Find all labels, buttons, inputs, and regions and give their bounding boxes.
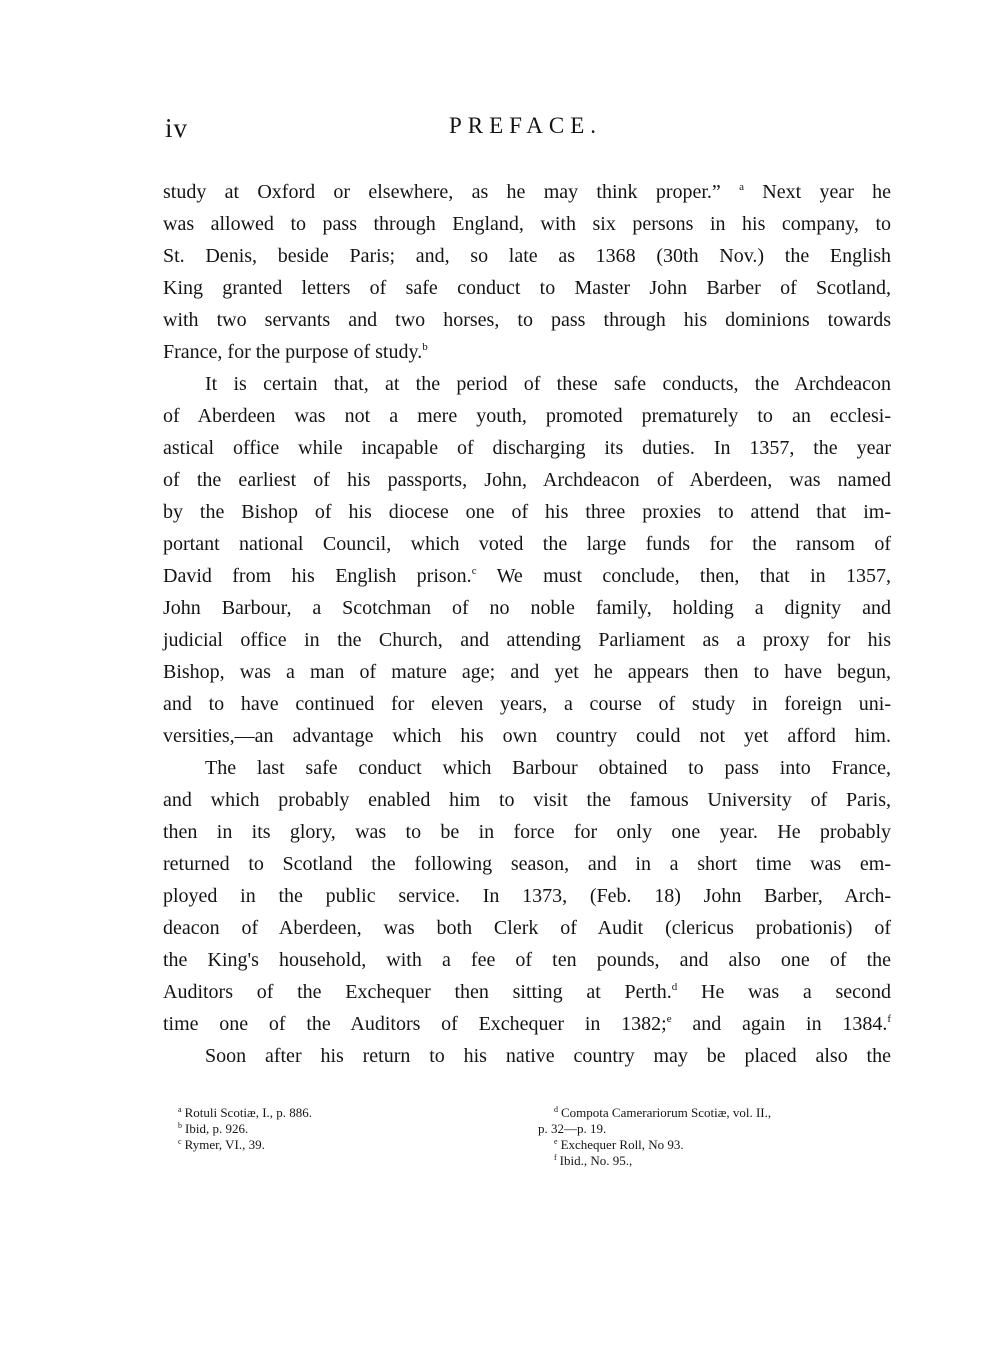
- footnote: $^c$ Rymer, VI., 39.: [178, 1137, 265, 1152]
- footnotes-right: [538, 1105, 898, 1169]
- text-line: The last safe conduct which Barbour obtained to pass into France,: [205, 757, 891, 779]
- text-line: returned to Scotland the following season, and in a short time was em-: [163, 853, 891, 875]
- text-line: study at Oxford or elsewhere, as he may think proper.” $^a$ Next year he: [163, 181, 892, 203]
- text-line: of the earliest of his passports, John, Archdeacon of Aberdeen, was named: [163, 469, 891, 491]
- text-line: of Aberdeen was not a mere youth, promoted prematurely to an ecclesi-: [163, 405, 891, 427]
- text-line: then in its glory, was to be in force for only one year. He probably: [163, 821, 891, 843]
- text-line: and to have continued for eleven years, a course of study in foreign uni-: [163, 693, 891, 715]
- text-line: David from his English prison.$^c$ We must conclude, then, that in 1357,: [163, 565, 892, 587]
- note-ref: f: [887, 1013, 891, 1025]
- text-line: Auditors of the Exchequer then sitting at Perth.$^d$ He was a second: [163, 981, 892, 1003]
- text-line: versities,—an advantage which his own country could not yet afford him.: [163, 725, 891, 747]
- text-line: astical office while incapable of discharging its duties. In 1357, the year: [163, 437, 891, 459]
- text-line: King granted letters of safe conduct to Master John Barber of Scotland,: [163, 277, 891, 299]
- footnote: $^a$ Rotuli Scotiæ, I., p. 886.: [178, 1105, 313, 1120]
- text-line: St. Denis, beside Paris; and, so late as 1368 (30th Nov.) the English: [163, 245, 891, 267]
- text-line: John Barbour, a Scotchman of no noble family, holding a dignity and: [163, 597, 891, 619]
- text-line: with two servants and two horses, to pass through his dominions towards: [163, 309, 891, 331]
- text-line: France, for the purpose of study.$^b$: [163, 341, 428, 363]
- text-line: ployed in the public service. In 1373, (Feb. 18) John Barber, Arch-: [163, 885, 891, 907]
- text-line: and which probably enabled him to visit the famous University of Paris,: [163, 789, 891, 811]
- running-head: PREFACE.: [449, 113, 603, 138]
- note-ref: e: [666, 1013, 672, 1025]
- body-text: [163, 176, 891, 1072]
- text-line: deacon of Aberdeen, was both Clerk of Audit (clericus probationis) of: [163, 917, 891, 939]
- footnotes-left: [178, 1105, 508, 1153]
- text-line: judicial office in the Church, and attending Parliament as a proxy for his: [163, 629, 891, 651]
- text-line: portant national Council, which voted the large funds for the ransom of: [163, 533, 891, 555]
- text-line: by the Bishop of his diocese one of his three proxies to attend that im-: [163, 501, 891, 523]
- footnote: $^b$ Ibid, p. 926.: [178, 1121, 249, 1136]
- text-line: time one of the Auditors of Exchequer in 1382;$^e$ and again in 1384.$^f$: [163, 1013, 891, 1035]
- text-line: Soon after his return to his native country may be placed also the: [205, 1045, 891, 1067]
- note-ref: d: [671, 981, 678, 993]
- text-line: Bishop, was a man of mature age; and yet he appears then to have begun,: [163, 661, 891, 683]
- text-line: the King's household, with a fee of ten pounds, and also one of the: [163, 949, 891, 971]
- page-number: iv: [165, 113, 189, 143]
- footnote: $^f$ Ibid., No. 95.,: [554, 1153, 633, 1168]
- note-ref: b: [422, 341, 428, 353]
- note-ref: c: [471, 565, 477, 577]
- footnote-continuation: p. 32—p. 19.: [538, 1121, 607, 1136]
- footnote: $^d$ Compota Camerariorum Scotiæ, vol. II.,: [554, 1105, 772, 1120]
- text-line: was allowed to pass through England, with six persons in his company, to: [163, 213, 891, 235]
- note-ref: a: [739, 181, 744, 193]
- footnote: $^e$ Exchequer Roll, No 93.: [554, 1137, 684, 1152]
- text-line: It is certain that, at the period of these safe conducts, the Archdeacon: [205, 373, 891, 395]
